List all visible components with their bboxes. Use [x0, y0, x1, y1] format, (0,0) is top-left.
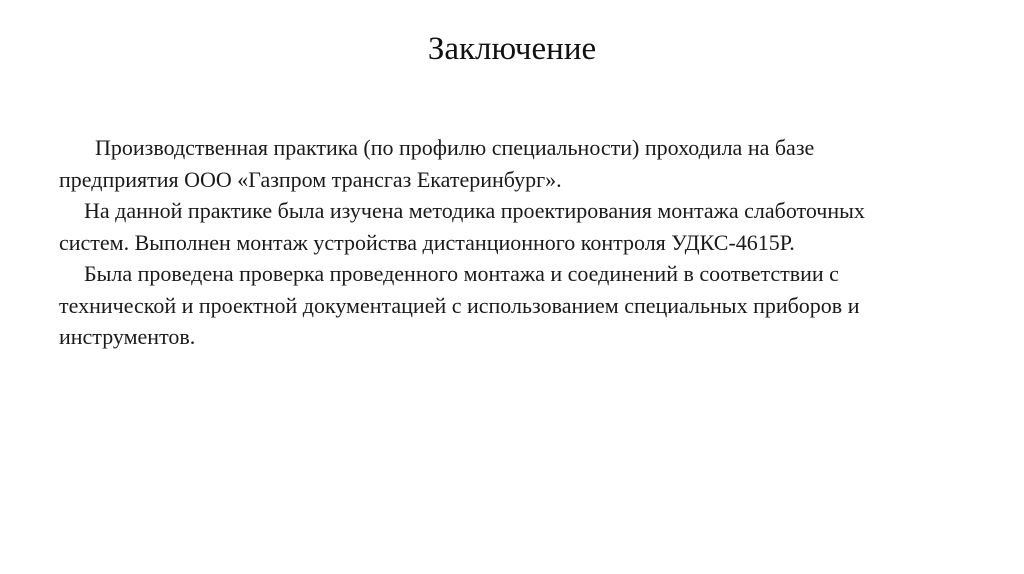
paragraph-1-line-2: предприятия ООО «Газпром трансгаз Екатеринбург». — [59, 166, 562, 192]
slide-body — [59, 132, 994, 353]
paragraph-3-line-1: Была проведена проверка проведенного монтажа и соединений в соответствии с — [84, 261, 839, 286]
slide-title: Заключение — [427, 31, 597, 67]
paragraph-3-line-3: инструментов. — [59, 324, 196, 349]
paragraph-2-line-1: На данной практике была изучена методика проектирования монтажа слаботочных — [84, 198, 865, 223]
paragraph-1-line-1: Производственная практика (по профилю специальности) проходила на базе — [95, 135, 815, 160]
paragraph-2-line-2: систем. Выполнен монтаж устройства дистанционного контроля УДКС-4615Р. — [59, 229, 795, 255]
paragraph-3-line-2: технической и проектной документацией с использованием специальных приборов и — [59, 292, 860, 318]
